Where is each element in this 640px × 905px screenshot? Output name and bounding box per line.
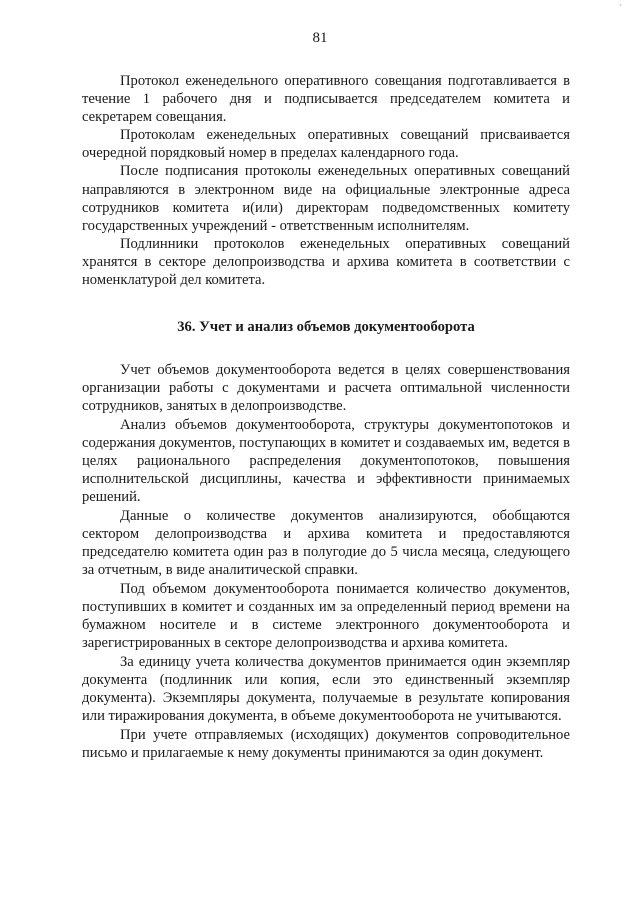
page-number: 81 [312,30,328,46]
document-body [82,72,570,762]
section-heading: 36. Учет и анализ объемов документооборота [177,319,475,336]
paragraph: После подписания протоколы еженедельных оперативных совещаний направляются в электронном виде на официальные электронные адреса сотрудников комитета и(или) директорам подведомственных комитету государственных учреждений - ответственным исполнителям. [82,163,570,234]
paragraph: Протоколам еженедельных оперативных совещаний присваивается очередной порядковый номер в пределах календарного года. [82,127,570,162]
paragraph: Подлинники протоколов еженедельных оперативных совещаний хранятся в секторе делопроизводства и архива комитета в соответствии с номенклатурой дел комитета. [82,235,570,289]
paragraph: За единицу учета количества документов принимается один экземпляр документа (подлинник или копия, если это единственный экземпляр документа). Экземпляры документа, получаемые в результате копирования или тиражирования документа, в объеме документооборота не учитываются. [82,653,570,724]
protocol-section [82,72,570,289]
document-flow-section [82,361,570,762]
paragraph: При учете отправляемых (исходящих) документов сопроводительное письмо и прилагаемые к нему документы принимаются за один документ. [82,726,570,761]
paragraph: Анализ объемов документооборота, структуры документопотоков и содержания документов, поступающих в комитет и создаваемых им, ведется в целях рационального распределения документопотоков, повышения исполнительской дисциплины, качества и эффективности принимаемых решений. [82,416,570,506]
paragraph: Учет объемов документооборота ведется в целях совершенствования организации работы с документами и расчета оптимальной численности сотрудников, занятых в делопроизводстве. [82,362,570,415]
corner-mark: ` [619,3,622,13]
paragraph: Под объемом документооборота понимается количество документов, поступивших в комитет и созданных им за определенный период времени на бумажном носителе и в системе электронного документооборота и зарегистрированных в секторе делопроизводства и архива комитета. [82,580,570,652]
paragraph: Протокол еженедельного оперативного совещания подготавливается в течение 1 рабочего дня и подписывается председателем комитета и секретарем совещания. [82,73,570,126]
paragraph: Данные о количестве документов анализируются, обобщаются сектором делопроизводства и архива комитета и предоставляются председателю комитета один раз в полугодие до 5 числа месяца, следующего за отчетным, в виде аналитической справки. [82,507,570,579]
